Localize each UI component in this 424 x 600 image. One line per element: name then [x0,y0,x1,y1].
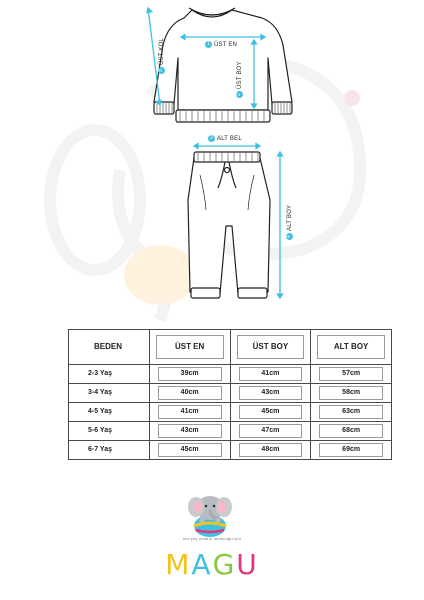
value-cell: 40cm [149,384,230,403]
value-cell: 48cm [230,441,311,460]
label-number-badge: 3 [158,67,165,74]
pants-drawing [188,152,270,298]
label-number-badge: 3 [208,135,215,142]
brand-letter: U [236,548,259,581]
label-number-badge: 4 [286,233,293,240]
label-text: ÜST BOY [236,61,243,89]
brand-letter: M [165,548,192,581]
size-chart-table [68,329,392,460]
size-cell: 5-6 Yaş [69,422,150,441]
table-row [69,403,392,422]
label-number-badge: 2 [236,91,243,98]
label-text: ALT BOY [286,204,293,231]
column-header: BEDEN [69,330,150,365]
sweatshirt-drawing [154,8,292,122]
brand-letter: G [212,548,237,581]
brand-logo [150,490,274,600]
value-cell: 41cm [230,365,311,384]
value-cell: 45cm [149,441,230,460]
value-cell: 68cm [311,422,392,441]
size-cell: 6-7 Yaş [69,441,150,460]
table-row [69,441,392,460]
value-cell: 58cm [311,384,392,403]
label-number-badge: 1 [205,41,212,48]
value-cell: 47cm [230,422,311,441]
column-header: ÜST BOY [230,330,311,365]
value-cell: 41cm [149,403,230,422]
table-row [69,422,392,441]
value-cell: 43cm [230,384,311,403]
size-cell: 3-4 Yaş [69,384,150,403]
column-header: ÜST EN [149,330,230,365]
label-text: ÜST EN [214,41,238,48]
label-text: ALT BEL [217,135,242,142]
value-cell: 45cm [230,403,311,422]
table-row [69,384,392,403]
table-row [69,365,392,384]
label-alt-bel [208,135,242,142]
brand-tagline: her şey onların mutluluğu için [182,536,242,541]
label-alt-boy [286,205,293,240]
label-text: ÜST KOL [158,38,165,65]
value-cell: 69cm [311,441,392,460]
value-cell: 43cm [149,422,230,441]
size-cell: 2-3 Yaş [69,365,150,384]
size-cell: 4-5 Yaş [69,403,150,422]
value-cell: 63cm [311,403,392,422]
brand-wordmark [150,548,274,581]
table-header-row [69,330,392,365]
label-ust-en [205,41,237,48]
value-cell: 57cm [311,365,392,384]
value-cell: 39cm [149,365,230,384]
brand-letter: A [191,548,213,581]
elephant-mascot-icon [150,490,274,538]
label-ust-kol [158,38,165,74]
label-ust-boy [236,61,243,98]
column-header: ALT BOY [311,330,392,365]
